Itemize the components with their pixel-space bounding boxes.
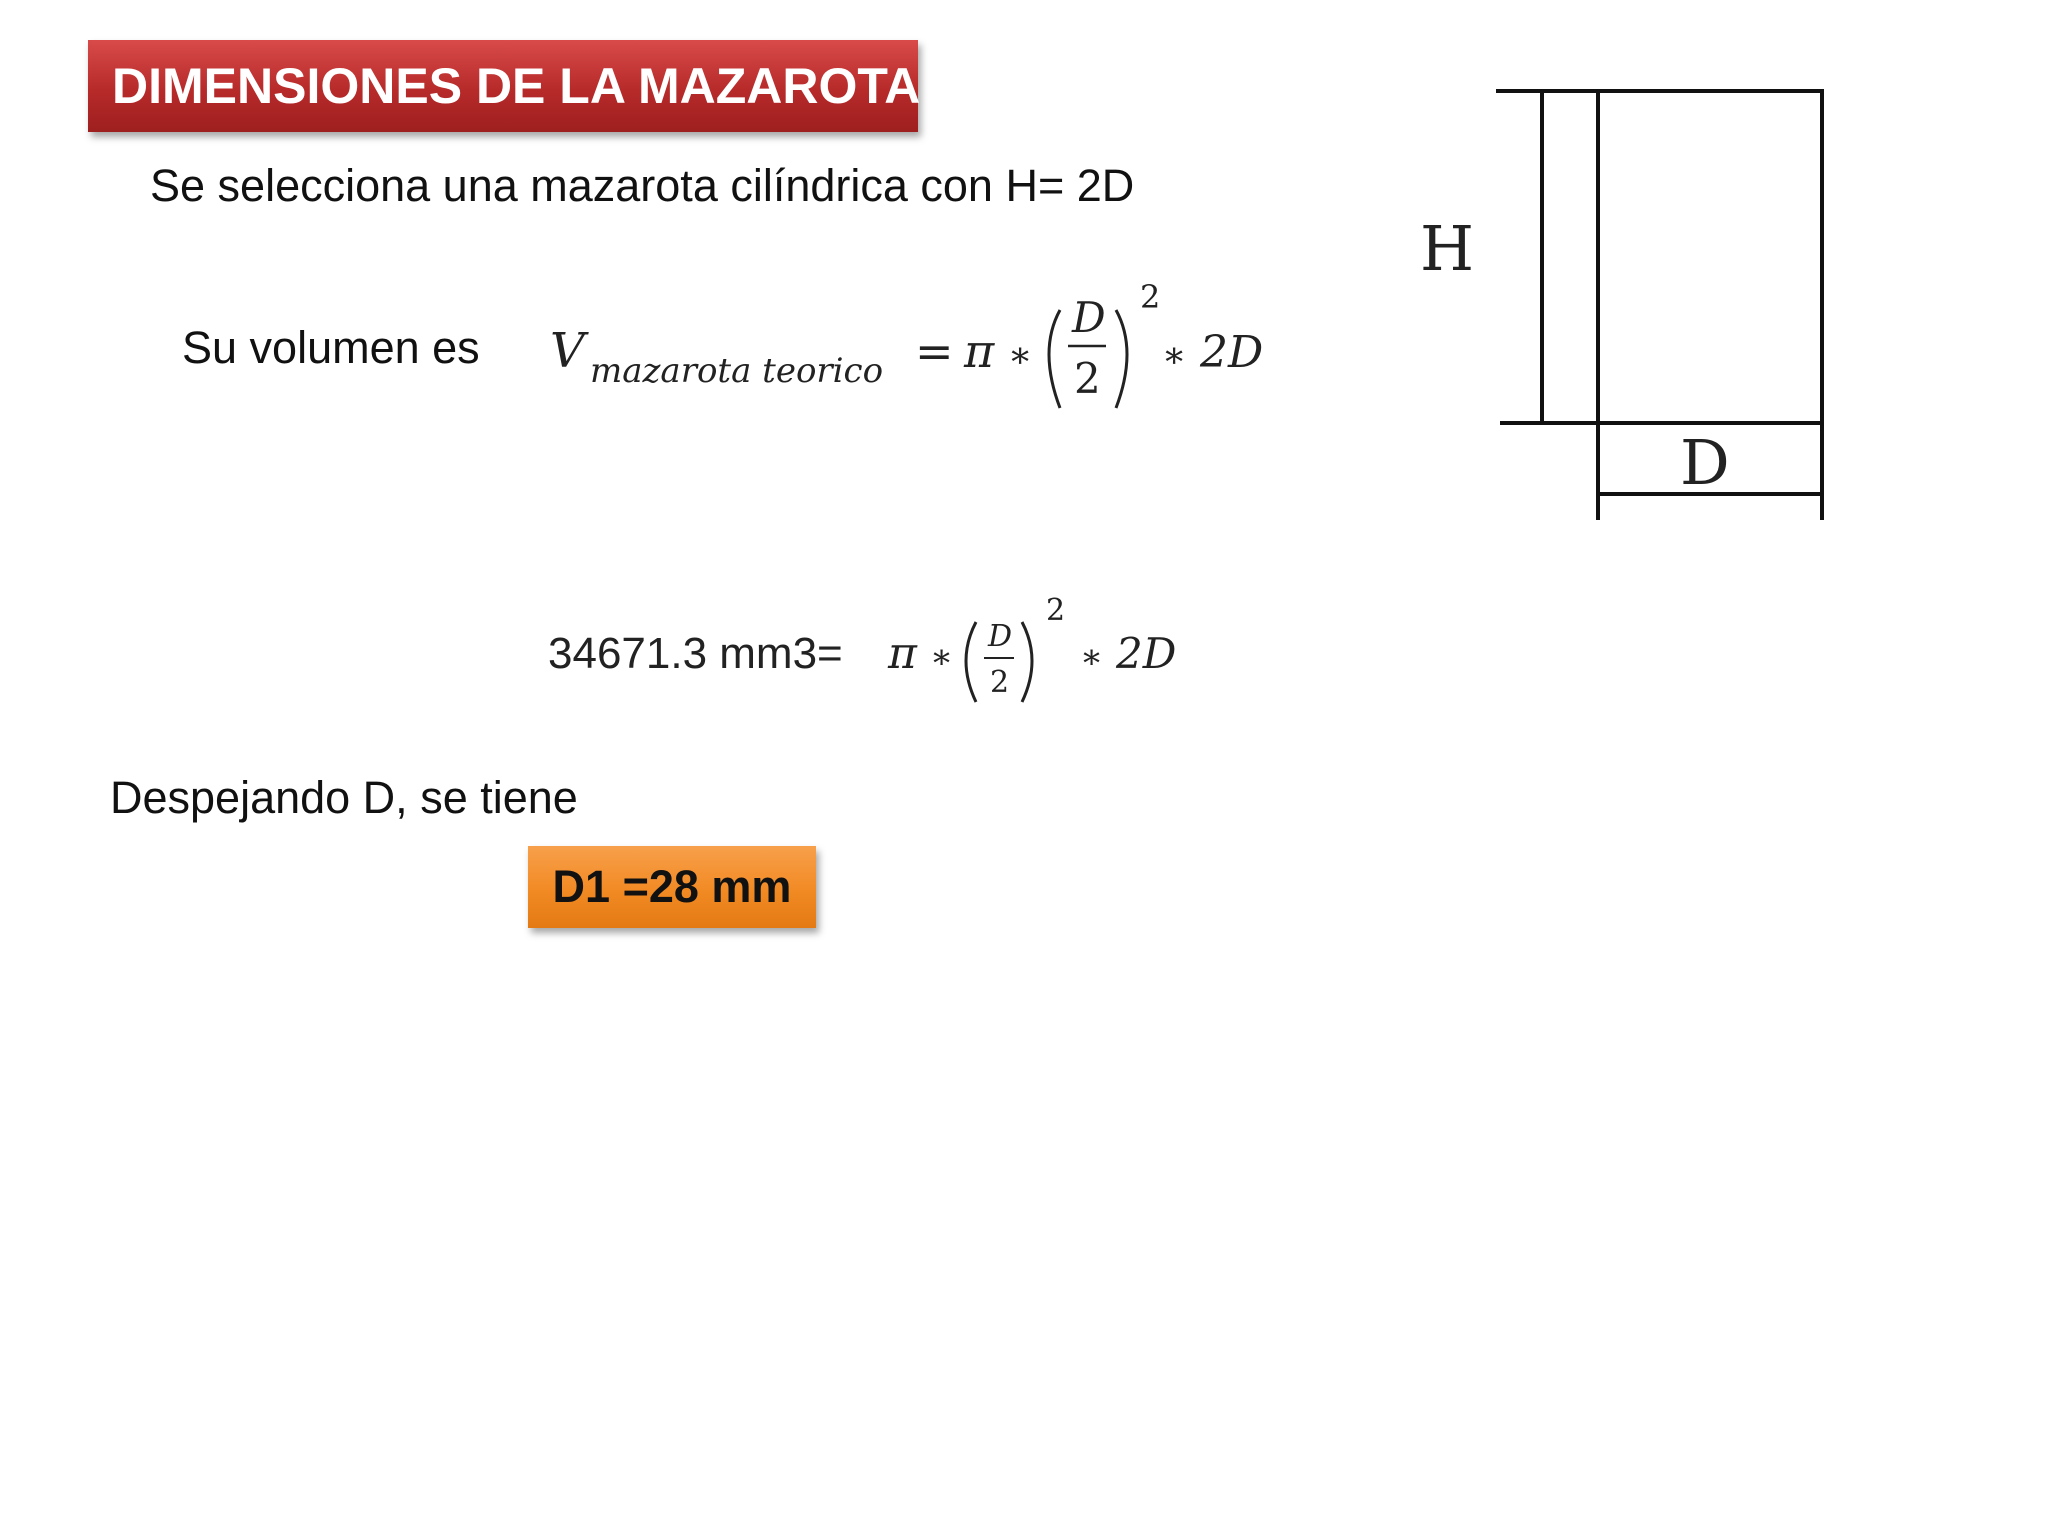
diagram-diameter-label: D xyxy=(1680,426,1730,499)
formula1-pi: π xyxy=(964,324,995,378)
formula2-star: ∗ xyxy=(930,637,954,677)
formula1-equals: = xyxy=(915,324,954,378)
intro-text: Se selecciona una mazarota cilíndrica con H= 2D xyxy=(150,160,1135,211)
formula1-tail: 2D xyxy=(1200,327,1264,378)
formula2-left-paren xyxy=(966,622,976,702)
formula1-exponent: 2 xyxy=(1140,278,1161,316)
formula2-denominator: 2 xyxy=(990,665,1010,700)
volume-formula xyxy=(550,270,1270,420)
result-badge xyxy=(528,846,816,928)
formula1-right-paren xyxy=(1116,310,1127,408)
formula1-var: V xyxy=(550,323,585,379)
solve-text: Despejando D, se tiene xyxy=(110,772,578,823)
formula2-right-paren xyxy=(1022,622,1032,702)
slide-title: DIMENSIONES DE LA MAZAROTA xyxy=(112,58,921,114)
cylinder-diagram xyxy=(1400,80,1840,540)
formula2-pi: π xyxy=(888,628,917,679)
formula1-numerator: D xyxy=(1072,293,1106,342)
formula1-subscript: mazarota teorico xyxy=(590,351,884,391)
formula1-star2: ∗ xyxy=(1162,335,1187,376)
volume-label: Su volumen es xyxy=(182,322,480,373)
formula2-numerator: D xyxy=(988,619,1013,654)
formula2-lhs: 34671.3 mm3= xyxy=(548,629,843,678)
formula2-exponent: 2 xyxy=(1046,593,1066,628)
numeric-formula xyxy=(548,590,1208,720)
formula1-star: ∗ xyxy=(1008,335,1033,376)
formula1-denominator: 2 xyxy=(1074,354,1101,403)
formula1-left-paren xyxy=(1049,310,1060,408)
formula2-star2: ∗ xyxy=(1080,637,1104,677)
formula2-tail: 2D xyxy=(1116,629,1177,678)
slide-title-banner xyxy=(88,40,921,132)
result-text: D1 =28 mm xyxy=(552,861,792,912)
diagram-height-label: H xyxy=(1420,212,1475,285)
